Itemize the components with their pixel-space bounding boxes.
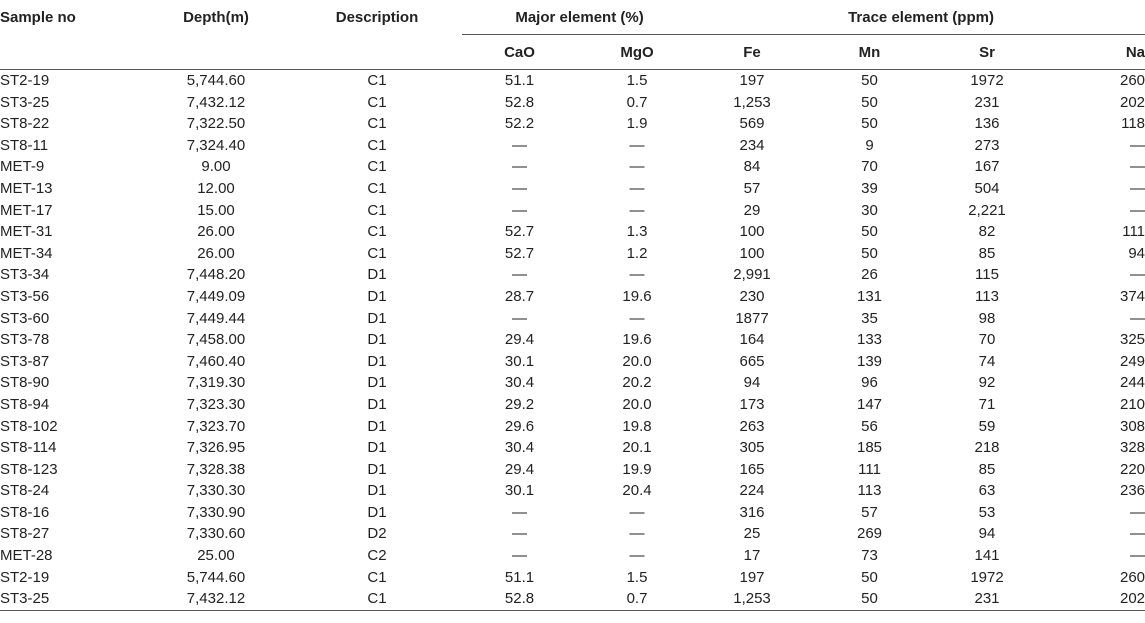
table-row: [0, 156, 1145, 178]
header-sr: Sr: [932, 35, 1042, 70]
cell-depth: 7,460.40: [186, 352, 246, 370]
cell-sample-no: MET-34: [0, 244, 53, 262]
cell-mgo: —: [629, 158, 645, 176]
cell-depth: 7,330.60: [186, 525, 246, 543]
cell-depth: 5,744.60: [186, 72, 246, 89]
cell-cao: —: [512, 547, 527, 565]
cell-sr: 141: [974, 547, 1000, 565]
cell-sr: 1972: [970, 568, 1004, 586]
cell-sr: 218: [974, 439, 1000, 457]
cell-mgo: —: [629, 136, 645, 154]
cell-sr: 504: [974, 179, 1000, 197]
cell-sample-no: ST3-34: [0, 266, 50, 284]
cell-mgo: —: [629, 547, 645, 565]
cell-sr: 94: [978, 525, 996, 543]
cell-sample-no: MET-17: [0, 201, 53, 219]
cell-mgo: 1.2: [626, 244, 648, 262]
cell-cao: 52.7: [504, 244, 535, 262]
cell-fe: 173: [739, 395, 765, 413]
table-row: [0, 113, 1145, 135]
cell-na: 111: [1122, 223, 1145, 241]
cell-depth: 7,326.95: [186, 439, 246, 457]
cell-mn: 57: [861, 503, 878, 521]
cell-mgo: 0.7: [626, 93, 648, 111]
cell-mn: 111: [858, 460, 881, 478]
cell-cao: 28.7: [504, 287, 535, 305]
cell-cao: 30.4: [504, 374, 535, 392]
cell-sample-no: ST8-24: [0, 482, 50, 500]
cell-sample-no: ST3-87: [0, 352, 50, 370]
cell-sample-no: ST8-22: [0, 115, 50, 133]
table-row: [0, 394, 1145, 416]
cell-na: —: [1130, 547, 1145, 565]
cell-cao: 29.4: [504, 460, 535, 478]
cell-na: —: [1130, 503, 1145, 521]
cell-description: C1: [367, 244, 387, 262]
cell-sample-no: ST2-19: [0, 72, 50, 89]
cell-depth: 15.00: [197, 201, 235, 219]
cell-sample-no: MET-31: [0, 223, 53, 241]
cell-mn: 269: [857, 525, 883, 543]
cell-sample-no: ST8-27: [0, 525, 50, 543]
cell-depth: 7,449.44: [186, 309, 246, 327]
cell-description: D1: [367, 374, 387, 392]
cell-fe: 263: [739, 417, 765, 435]
cell-mgo: 1.9: [626, 115, 648, 133]
cell-description: D2: [367, 525, 387, 543]
cell-sr: 63: [978, 482, 996, 500]
cell-depth: 7,449.09: [186, 287, 246, 305]
cell-mn: 30: [861, 201, 878, 219]
table-row: [0, 264, 1145, 286]
cell-mgo: 20.2: [622, 374, 652, 392]
cell-sr: 113: [975, 287, 999, 305]
cell-mgo: 1.5: [626, 568, 648, 586]
cell-depth: 7,319.30: [186, 374, 246, 392]
cell-depth: 7,448.20: [186, 266, 246, 284]
header-fe: Fe: [697, 35, 807, 70]
cell-cao: 52.8: [504, 93, 535, 111]
cell-mn: 50: [807, 588, 932, 610]
cell-mgo: —: [629, 525, 645, 543]
cell-description: C1: [367, 568, 387, 586]
cell-sr: 167: [974, 158, 1000, 176]
cell-fe: 94: [743, 374, 761, 392]
cell-mn: 185: [857, 439, 883, 457]
cell-description: D1: [367, 482, 387, 500]
cell-fe: 17: [743, 547, 761, 565]
cell-mgo: —: [629, 201, 645, 219]
table-row: [0, 221, 1145, 243]
table-row: [0, 372, 1145, 394]
cell-description: C1: [367, 158, 387, 176]
cell-description: D1: [367, 395, 387, 413]
cell-na: 210: [1120, 395, 1145, 413]
cell-mn: 147: [857, 395, 883, 413]
cell-mgo: —: [629, 266, 645, 284]
cell-cao: —: [512, 525, 527, 543]
table-row: [0, 286, 1145, 308]
cell-fe: 1,253: [733, 93, 771, 111]
header-blank-1: [0, 35, 140, 70]
cell-cao: 51.1: [504, 568, 535, 586]
cell-sr: 231: [932, 588, 1042, 610]
cell-description: D1: [367, 503, 387, 521]
cell-na: —: [1130, 158, 1145, 176]
cell-fe: 230: [739, 287, 765, 305]
cell-sr: 82: [978, 223, 996, 241]
cell-fe: 305: [739, 439, 765, 457]
cell-sr: 2,221: [968, 201, 1006, 219]
cell-cao: —: [512, 503, 527, 521]
cell-fe: 1,253: [697, 588, 807, 610]
cell-depth: 7,432.12: [186, 93, 246, 111]
cell-na: —: [1130, 201, 1145, 219]
cell-cao: 30.1: [504, 482, 535, 500]
cell-sample-no: ST3-60: [0, 309, 50, 327]
cell-sample-no: ST3-25: [0, 588, 140, 610]
cell-description: D1: [367, 460, 387, 478]
header-na: Na: [1042, 35, 1145, 70]
cell-fe: 1877: [735, 309, 769, 327]
cell-cao: 52.8: [462, 588, 577, 610]
cell-sr: 92: [978, 374, 996, 392]
cell-fe: 224: [739, 482, 765, 500]
cell-sample-no: MET-9: [0, 158, 45, 176]
cell-mgo: —: [629, 179, 645, 197]
cell-sr: 85: [978, 244, 996, 262]
cell-fe: 665: [739, 352, 765, 370]
cell-fe: 569: [739, 115, 765, 133]
cell-description: D1: [367, 287, 387, 305]
cell-description: D1: [367, 352, 387, 370]
cell-mgo: 20.0: [622, 395, 652, 413]
cell-na: 244: [1120, 374, 1145, 392]
cell-mn: 70: [861, 158, 878, 176]
cell-description: C1: [367, 223, 387, 241]
cell-sr: 273: [974, 136, 1000, 154]
cell-cao: —: [512, 136, 527, 154]
table-body: [0, 70, 1145, 611]
cell-mn: 50: [861, 72, 878, 89]
cell-description: D1: [367, 331, 387, 349]
cell-fe: 197: [739, 568, 765, 586]
cell-sr: 98: [978, 309, 996, 327]
cell-mgo: 1.5: [626, 72, 648, 89]
cell-description: C1: [367, 93, 387, 111]
cell-fe: 100: [739, 223, 765, 241]
cell-sample-no: ST8-94: [0, 395, 50, 413]
cell-mgo: 19.8: [622, 417, 652, 435]
cell-na: 328: [1120, 439, 1145, 457]
cell-cao: —: [512, 266, 527, 284]
cell-description: C1: [367, 179, 387, 197]
cell-sample-no: ST2-19: [0, 568, 50, 586]
cell-description: C1: [367, 201, 387, 219]
cell-depth: 9.00: [201, 158, 231, 176]
cell-cao: 52.7: [504, 223, 535, 241]
cell-sr: 71: [978, 395, 996, 413]
table-row: [0, 416, 1145, 438]
cell-sample-no: ST8-114: [0, 439, 57, 457]
cell-na: 220: [1120, 460, 1145, 478]
cell-mn: 50: [861, 93, 878, 111]
cell-na: 94: [1128, 244, 1145, 262]
cell-na: —: [1130, 525, 1145, 543]
cell-na: 260: [1120, 568, 1145, 586]
header-mgo: MgO: [577, 35, 697, 70]
table-row: [0, 588, 1145, 610]
cell-mgo: —: [629, 309, 645, 327]
cell-mgo: 20.4: [622, 482, 652, 500]
cell-mn: 133: [857, 331, 883, 349]
cell-fe: 57: [743, 179, 761, 197]
cell-na: 325: [1120, 331, 1145, 349]
cell-fe: 164: [739, 331, 765, 349]
cell-cao: 51.1: [504, 72, 535, 89]
cell-mn: 73: [861, 547, 878, 565]
table-row: [0, 70, 1145, 92]
cell-fe: 29: [743, 201, 761, 219]
cell-sr: 74: [978, 352, 996, 370]
cell-mn: 50: [861, 568, 878, 586]
cell-na: 118: [1121, 115, 1145, 133]
cell-mn: 50: [861, 244, 878, 262]
header-blank-2: [140, 35, 292, 70]
cell-sample-no: ST3-25: [0, 93, 50, 111]
cell-sample-no: ST3-78: [0, 331, 50, 349]
cell-na: 202: [1042, 588, 1145, 610]
cell-mn: 96: [861, 374, 878, 392]
cell-fe: 316: [739, 503, 765, 521]
table-row: [0, 200, 1145, 222]
cell-mn: 50: [861, 115, 878, 133]
cell-sample-no: ST8-102: [0, 417, 58, 435]
cell-sr: 231: [974, 93, 1000, 111]
cell-depth: 25.00: [197, 547, 235, 565]
header-cao: CaO: [462, 35, 577, 70]
table-header: [0, 0, 1145, 70]
table-row: [0, 329, 1145, 351]
cell-cao: 30.1: [504, 352, 535, 370]
cell-mgo: 19.9: [622, 460, 652, 478]
cell-depth: 7,458.00: [186, 331, 246, 349]
cell-sr: 70: [978, 331, 996, 349]
cell-na: 308: [1120, 417, 1145, 435]
table-row: [0, 308, 1145, 330]
table-row: [0, 243, 1145, 265]
table-row: [0, 178, 1145, 200]
header-trace-element: Trace element (ppm): [697, 0, 1145, 35]
cell-depth: 7,323.30: [186, 395, 246, 413]
cell-mn: 56: [861, 417, 878, 435]
cell-depth: 5,744.60: [186, 568, 246, 586]
header-description: Description: [335, 8, 419, 26]
cell-fe: 234: [739, 136, 765, 154]
table-row: [0, 480, 1145, 502]
cell-description: C1: [367, 115, 387, 133]
cell-sr: 53: [978, 503, 996, 521]
header-depth: Depth(m): [183, 8, 249, 26]
cell-mgo: 20.1: [622, 439, 652, 457]
cell-fe: 2,991: [733, 266, 771, 284]
cell-depth: 12.00: [197, 179, 235, 197]
cell-na: —: [1130, 266, 1145, 284]
cell-fe: 165: [739, 460, 765, 478]
cell-depth: 7,322.50: [186, 115, 246, 133]
cell-depth: 7,330.90: [186, 503, 246, 521]
header-mn: Mn: [807, 35, 932, 70]
cell-na: 260: [1120, 72, 1145, 89]
cell-fe: 100: [739, 244, 765, 262]
cell-description: D1: [367, 417, 387, 435]
cell-description: C1: [367, 136, 387, 154]
cell-cao: 52.2: [504, 115, 535, 133]
cell-cao: 29.6: [504, 417, 535, 435]
cell-depth: 7,324.40: [186, 136, 246, 154]
cell-sample-no: ST8-11: [0, 136, 49, 154]
cell-cao: —: [512, 179, 527, 197]
cell-fe: 84: [743, 158, 761, 176]
cell-fe: 25: [743, 525, 761, 543]
cell-mn: 9: [865, 136, 874, 154]
cell-mgo: 19.6: [622, 287, 652, 305]
cell-description: C2: [367, 547, 387, 565]
cell-sr: 115: [975, 266, 999, 284]
cell-sr: 85: [978, 460, 996, 478]
cell-cao: 30.4: [504, 439, 535, 457]
cell-mgo: 1.3: [626, 223, 648, 241]
cell-cao: —: [512, 201, 527, 219]
cell-depth: 26.00: [197, 223, 235, 241]
cell-mn: 139: [857, 352, 883, 370]
cell-fe: 197: [739, 72, 765, 89]
cell-cao: —: [512, 309, 527, 327]
cell-sr: 59: [978, 417, 996, 435]
cell-depth: 7,432.12: [140, 588, 292, 610]
table-row: [0, 351, 1145, 373]
table-row: [0, 502, 1145, 524]
cell-depth: 26.00: [197, 244, 235, 262]
table-row: [0, 545, 1145, 567]
cell-na: 249: [1120, 352, 1145, 370]
cell-description: D1: [367, 266, 387, 284]
cell-cao: 29.2: [504, 395, 535, 413]
cell-cao: —: [512, 158, 527, 176]
cell-na: —: [1130, 179, 1145, 197]
cell-description: C1: [367, 72, 387, 89]
cell-description: D1: [367, 439, 387, 457]
table-row: [0, 92, 1145, 114]
cell-mgo: 0.7: [577, 588, 697, 610]
cell-depth: 7,328.38: [186, 460, 246, 478]
cell-sample-no: ST8-123: [0, 460, 58, 478]
cell-na: 236: [1120, 482, 1145, 500]
cell-description: C1: [292, 588, 462, 610]
cell-sample-no: ST3-56: [0, 287, 50, 305]
table-row: [0, 459, 1145, 481]
cell-mn: 35: [861, 309, 878, 327]
cell-sample-no: ST8-16: [0, 503, 50, 521]
cell-depth: 7,330.30: [186, 482, 246, 500]
cell-depth: 7,323.70: [186, 417, 246, 435]
cell-mgo: 20.0: [622, 352, 652, 370]
cell-mn: 26: [861, 266, 878, 284]
cell-mgo: 19.6: [622, 331, 652, 349]
cell-sample-no: MET-13: [0, 179, 53, 197]
cell-mn: 50: [861, 223, 878, 241]
header-major-element: Major element (%): [462, 0, 697, 35]
cell-cao: 29.4: [504, 331, 535, 349]
header-sample-no: Sample no: [0, 8, 76, 26]
header-blank-3: [292, 35, 462, 70]
table-row: [0, 135, 1145, 157]
cell-sample-no: ST8-90: [0, 374, 50, 392]
cell-mn: 113: [857, 482, 882, 500]
cell-sample-no: MET-28: [0, 547, 53, 565]
cell-description: D1: [367, 309, 387, 327]
cell-mgo: —: [629, 503, 645, 521]
cell-sr: 136: [974, 115, 1000, 133]
cell-na: 202: [1120, 93, 1145, 111]
table-row: [0, 567, 1145, 589]
table-row: [0, 523, 1145, 545]
cell-mn: 39: [861, 179, 878, 197]
cell-na: —: [1130, 136, 1145, 154]
cell-na: —: [1130, 309, 1145, 327]
cell-mn: 131: [857, 287, 883, 305]
cell-na: 374: [1120, 287, 1145, 305]
cell-sr: 1972: [970, 72, 1004, 89]
table-row: [0, 437, 1145, 459]
